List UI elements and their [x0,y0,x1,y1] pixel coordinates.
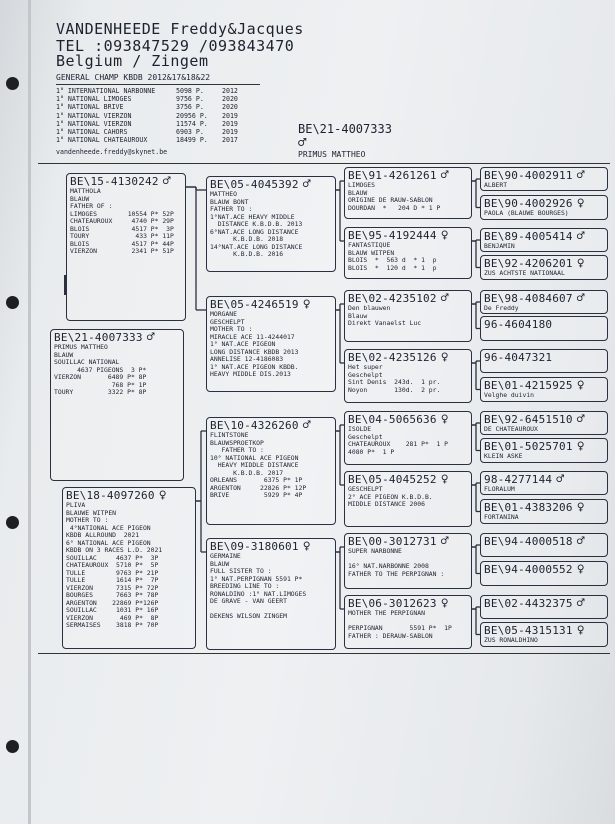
result-points: 3756 P. [176,103,204,112]
ring-number: BE\18-4097260 [66,489,155,502]
pigeon-details: PRIMUS MATTHEO BLAUW SOUILLAC NATIONAL 4637 PIGEONS 3 P* VIERZON 6489 P* 8P 768 P* 1P TOURY 3322 P* 8P [54,343,147,396]
ring-number: BE\06-3012623 [348,597,437,610]
ring-number: BE\91-4261261 [348,169,437,182]
ring-number: BE\94-4000518 [484,535,573,548]
male-symbol-icon: ♂ [302,177,311,192]
ring-number: BE\21-4007333 [54,331,143,344]
result-year: 2020 [222,103,238,112]
ring-number: BE\90-4002911 [484,169,573,182]
pigeon-details: ZUS RONALDHINO [484,636,538,644]
pigeon-card-g2 [480,195,608,220]
result-points: 6903 P. [176,127,204,136]
result-year: 2020 [222,95,238,104]
subject-name: PRIMUS MATTHEO [298,150,366,159]
result-points: 20956 P. [176,111,208,120]
ring-number: 96-4604180 [484,318,553,331]
pigeon-details: ALBERT [484,181,508,189]
owner-phone: TEL :093847529 /093843470 [56,37,295,55]
result-place: 1° NATIONAL CAHORS [56,127,128,136]
ring-number: BE\04-5065636 [348,413,437,426]
female-symbol-icon: ♀ [440,350,449,365]
pigeon-card-b8 [344,167,472,219]
result-points: 5098 P. [176,87,204,95]
male-symbol-icon: ♂ [440,291,449,306]
male-symbol-icon: ♂ [576,412,585,427]
male-symbol-icon: ♂ [576,291,585,306]
female-symbol-icon: ♀ [576,562,585,577]
pigeon-card-g8 [480,377,608,402]
owner-location: Belgium / Zingem [56,52,209,70]
pigeon-card-g12 [480,499,608,524]
pigeon-card-b6 [206,417,336,525]
ring-number: BE\95-4192444 [348,229,437,242]
result-place: 1° NATIONAL VIERZON [56,119,132,128]
ring-number: BE\01-5025701 [484,440,573,453]
pigeon-card-g11 [480,471,608,495]
pigeon-details: FORTANINA [484,513,519,521]
connector-stub [64,275,67,295]
ring-number: BE\09-3180601 [210,540,299,553]
pigeon-card-b14 [344,533,472,589]
female-symbol-icon: ♀ [302,539,311,554]
ring-number: BE\10-4326260 [210,419,299,432]
pigeon-card-g15 [480,595,608,619]
result-place: 1° INTERNATIONAL NARBONNE [56,87,156,95]
pigeon-card-b15 [344,595,472,649]
pigeon-details: PLIVA BLAUWE WITPEN MOTHER TO : 4°NATIONAL ACE PIGEON KBDB ALLROUND 2021 6° NATIONAL ACE PIGEON KBDB ON 3 RACES L.D. 2021 SOUILLAC 4637 P* 3P CHATEAUROUX 5710 P* 5P TULLE 9763 P* 21P TULLE 1614 P* 7P VIERZON 7315 P* 72P BOURGES 7663 P* 78P ARGENTON 22869 P*126P SOUILLAC 1031 P* 16P VIERZON 469 P* 8P SERMAISES 3818 P* 70P [66,501,163,629]
male-symbol-icon: ♂ [576,534,585,549]
pigeon-card-b5 [206,296,336,392]
pigeon-card-g1 [480,167,608,191]
ring-number: BE\02-4235102 [348,292,437,305]
male-symbol-icon: ♂ [302,418,311,433]
pigeon-card-b12 [344,411,472,465]
result-year: 2019 [222,127,238,136]
pigeon-card-g13 [480,533,608,557]
pigeon-card-g3 [480,228,608,252]
female-symbol-icon: ♀ [576,256,585,271]
female-symbol-icon: ♀ [440,228,449,243]
pigeon-card-b13 [344,471,472,527]
pigeon-details: MORGANE GESCHELPT MOTHER TO : MIRACLE ACE 11-4244017 1° NAT.ACE PIGEON LONG DISTANCE KBDB 2013 ANNELISE 12-4186083 1° NAT.ACE PIGEON KBDB. HEAVY MIDDLE DIS.2013 [210,310,299,378]
ring-number: BE\92-6451510 [484,413,573,426]
male-symbol-icon: ♂ [576,168,585,183]
result-points: 18499 P. [176,136,208,145]
result-year: 2019 [222,111,238,120]
male-symbol-icon: ♂ [440,168,449,183]
pigeon-card-g5 [480,290,608,314]
pigeon-ring [484,319,604,331]
pigeon-card-g6 [480,316,608,341]
pigeon-details: Het super Geschelpt Sint Denis 243d. 1 pr. Noyon 130d. 2 pr. [348,363,441,394]
pigeon-card-b11 [344,349,472,403]
pigeon-card-b2 [50,329,184,481]
pigeon-card-b10 [344,290,472,342]
owner-email: vandenheede.freddy@skynet.be [56,148,168,156]
result-place: 1° NATIONAL BRIVE [56,103,124,112]
pigeon-card-b7 [206,538,336,650]
pigeon-details: Den blauwen Blauw Direkt Vanaelst Luc [348,304,422,327]
pigeon-details: FLORALUM [484,485,515,493]
pigeon-card-g10 [480,438,608,463]
pigeon-details: PAOLA (BLAUWE BOURGES) [484,209,569,217]
ring-number: BE\00-3012731 [348,535,437,548]
pigeon-details: GERMAINE BLAUW FULL SISTER TO : 1° NAT.PERPIGNAN 5591 P* BREEDING LINE TO : RONALDINO :1° NAT.LIMOGES DE GRAVE - VAN GEERT DEKENS WILSON ZINGEM [210,552,307,620]
result-place: 1° NATIONAL VIERZON [56,111,132,120]
male-symbol-icon: ♂ [162,174,171,189]
male-symbol-icon: ♂ [576,229,585,244]
ring-number: BE\01-4383206 [484,501,573,514]
owner-name: VANDENHEEDE Freddy&Jacques [56,20,304,38]
result-points: 11574 P. [176,119,208,128]
pigeon-card-b9 [344,227,472,279]
female-symbol-icon: ♀ [576,378,585,393]
result-place: 1° NATIONAL LIMOGES [56,95,132,104]
pigeon-details: FLINTSTONE BLAUWSPROETKOP FATHER TO : 10° NATIONAL ACE PIGEON HEAVY MIDDLE DISTANCE K.B.D.B. 2017 ORLEANS 6375 P* 1P ARGENTON 22826 P* 12P BRIVE 5929 P* 4P [210,431,307,499]
pigeon-card-b3 [62,487,196,649]
pigeon-details: FANTASTIQUE BLAUW WITPEN BLOIS * 563 d * 1 p BLOIS * 120 d * 1 p [348,241,437,272]
result-place: 1° NATIONAL CHATEAUROUX [56,136,148,145]
ring-number: BE\02-4432375 [484,597,573,610]
result-points: 9756 P. [176,95,204,104]
ring-number: BE\94-4000552 [484,563,573,576]
female-symbol-icon: ♀ [440,472,449,487]
ring-number: BE\05-4045392 [210,178,299,191]
pigeon-card-g4 [480,255,608,280]
pigeon-card-g16 [480,622,608,647]
ring-number: BE\15-4130242 [70,175,159,188]
pigeon-card-g14 [480,561,608,586]
ring-number: 98-4277144 [484,473,553,486]
pigeon-details: GESCHELPT 2° ACE PIGEON K.B.D.B. MIDDLE DISTANCE 2006 [348,485,433,508]
ring-number: BE\01-4215925 [484,379,573,392]
result-year: 2019 [222,119,238,128]
female-symbol-icon: ♀ [302,297,311,312]
pigeon-details: MATTHOLA BLAUW FATHER OF : LIMOGES 10554 P* 52P CHATEAUROUX 4740 P* 29P BLOIS 4517 P* 3P TOURY 433 P* 11P BLOIS 4517 P* 44P VIERZON 2341 P* 51P [70,187,174,255]
ring-number: BE\02-4235126 [348,351,437,364]
pigeon-card-b1 [66,173,186,321]
pigeon-details: BENJAMIN [484,242,515,250]
pigeon-card-g9 [480,411,608,435]
ring-number: BE\05-4315131 [484,624,573,637]
ring-number: BE\89-4005414 [484,230,573,243]
female-symbol-icon: ♀ [576,439,585,454]
pigeon-ring [484,352,604,364]
ring-number: BE\05-4045252 [348,473,437,486]
ring-number: 96-4047321 [484,351,553,364]
male-symbol-icon: ♂ [440,534,449,549]
pigeon-card-g7 [480,349,608,373]
pigeon-details: DE CHATEAUROUX [484,425,538,433]
pigeon-details: LIMOGES BLAUW ORIGINE DE RAUW-SABLON DOURDAN * 204 D * 1 P [348,181,441,212]
male-symbol-icon: ♂ [576,596,585,611]
female-symbol-icon: ♀ [576,196,585,211]
result-year: 2012 [222,87,238,95]
pigeon-ring [484,536,604,548]
female-symbol-icon: ♀ [576,500,585,515]
ring-number: BE\90-4002926 [484,197,573,210]
male-symbol-icon: ♂ [556,472,565,487]
result-year: 2017 [222,136,238,145]
pigeon-details: ZUS ACHTSTE NATIONAAL [484,269,565,277]
male-symbol-icon: ♂ [298,135,307,151]
subject-ring: BE\21-4007333 [298,122,392,136]
female-symbol-icon: ♀ [440,596,449,611]
pigeon-details: MATTHEO BLAUW BONT FATHER TO : 1°NAT.ACE HEAVY MIDDLE DISTANCE K.B.D.B. 2013 6°NAT.ACE LONG DISTANCE K.B.D.B. 2018 14°NAT.ACE LONG DISTANCE K.B.D.B. 2016 [210,190,303,258]
pigeon-card-b4 [206,176,336,272]
pigeon-details: ISOLDE Geschelpt CHATEAUROUX 281 P* 1 P 4080 P* 1 P [348,425,449,456]
female-symbol-icon: ♀ [440,412,449,427]
pigeon-details: Velghe duivin [484,391,535,399]
pigeon-details: SUPER NARBONNE 16° NAT.NARBONNE 2008 FATHER TO THE PERPIGNAN : [348,547,445,578]
pigeon-ring [484,564,604,576]
ring-number: BE\98-4084607 [484,292,573,305]
pigeon-details: KLEIN ASKE [484,452,523,460]
female-symbol-icon: ♀ [158,488,167,503]
ring-number: BE\92-4206201 [484,257,573,270]
pigeon-ring [484,598,604,610]
pigeon-details: MOTHER THE PERPIGNAN PERPIGNAN 5591 P* 1P FATHER : DERAUW-SABLON [348,609,452,640]
female-symbol-icon: ♀ [576,623,585,638]
male-symbol-icon: ♂ [146,330,155,345]
champ-title: GENERAL CHAMP KBDB 2012&17&18&22 [56,73,211,82]
ring-number: BE\05-4246519 [210,298,299,311]
pigeon-details: De Freddy [484,304,519,312]
